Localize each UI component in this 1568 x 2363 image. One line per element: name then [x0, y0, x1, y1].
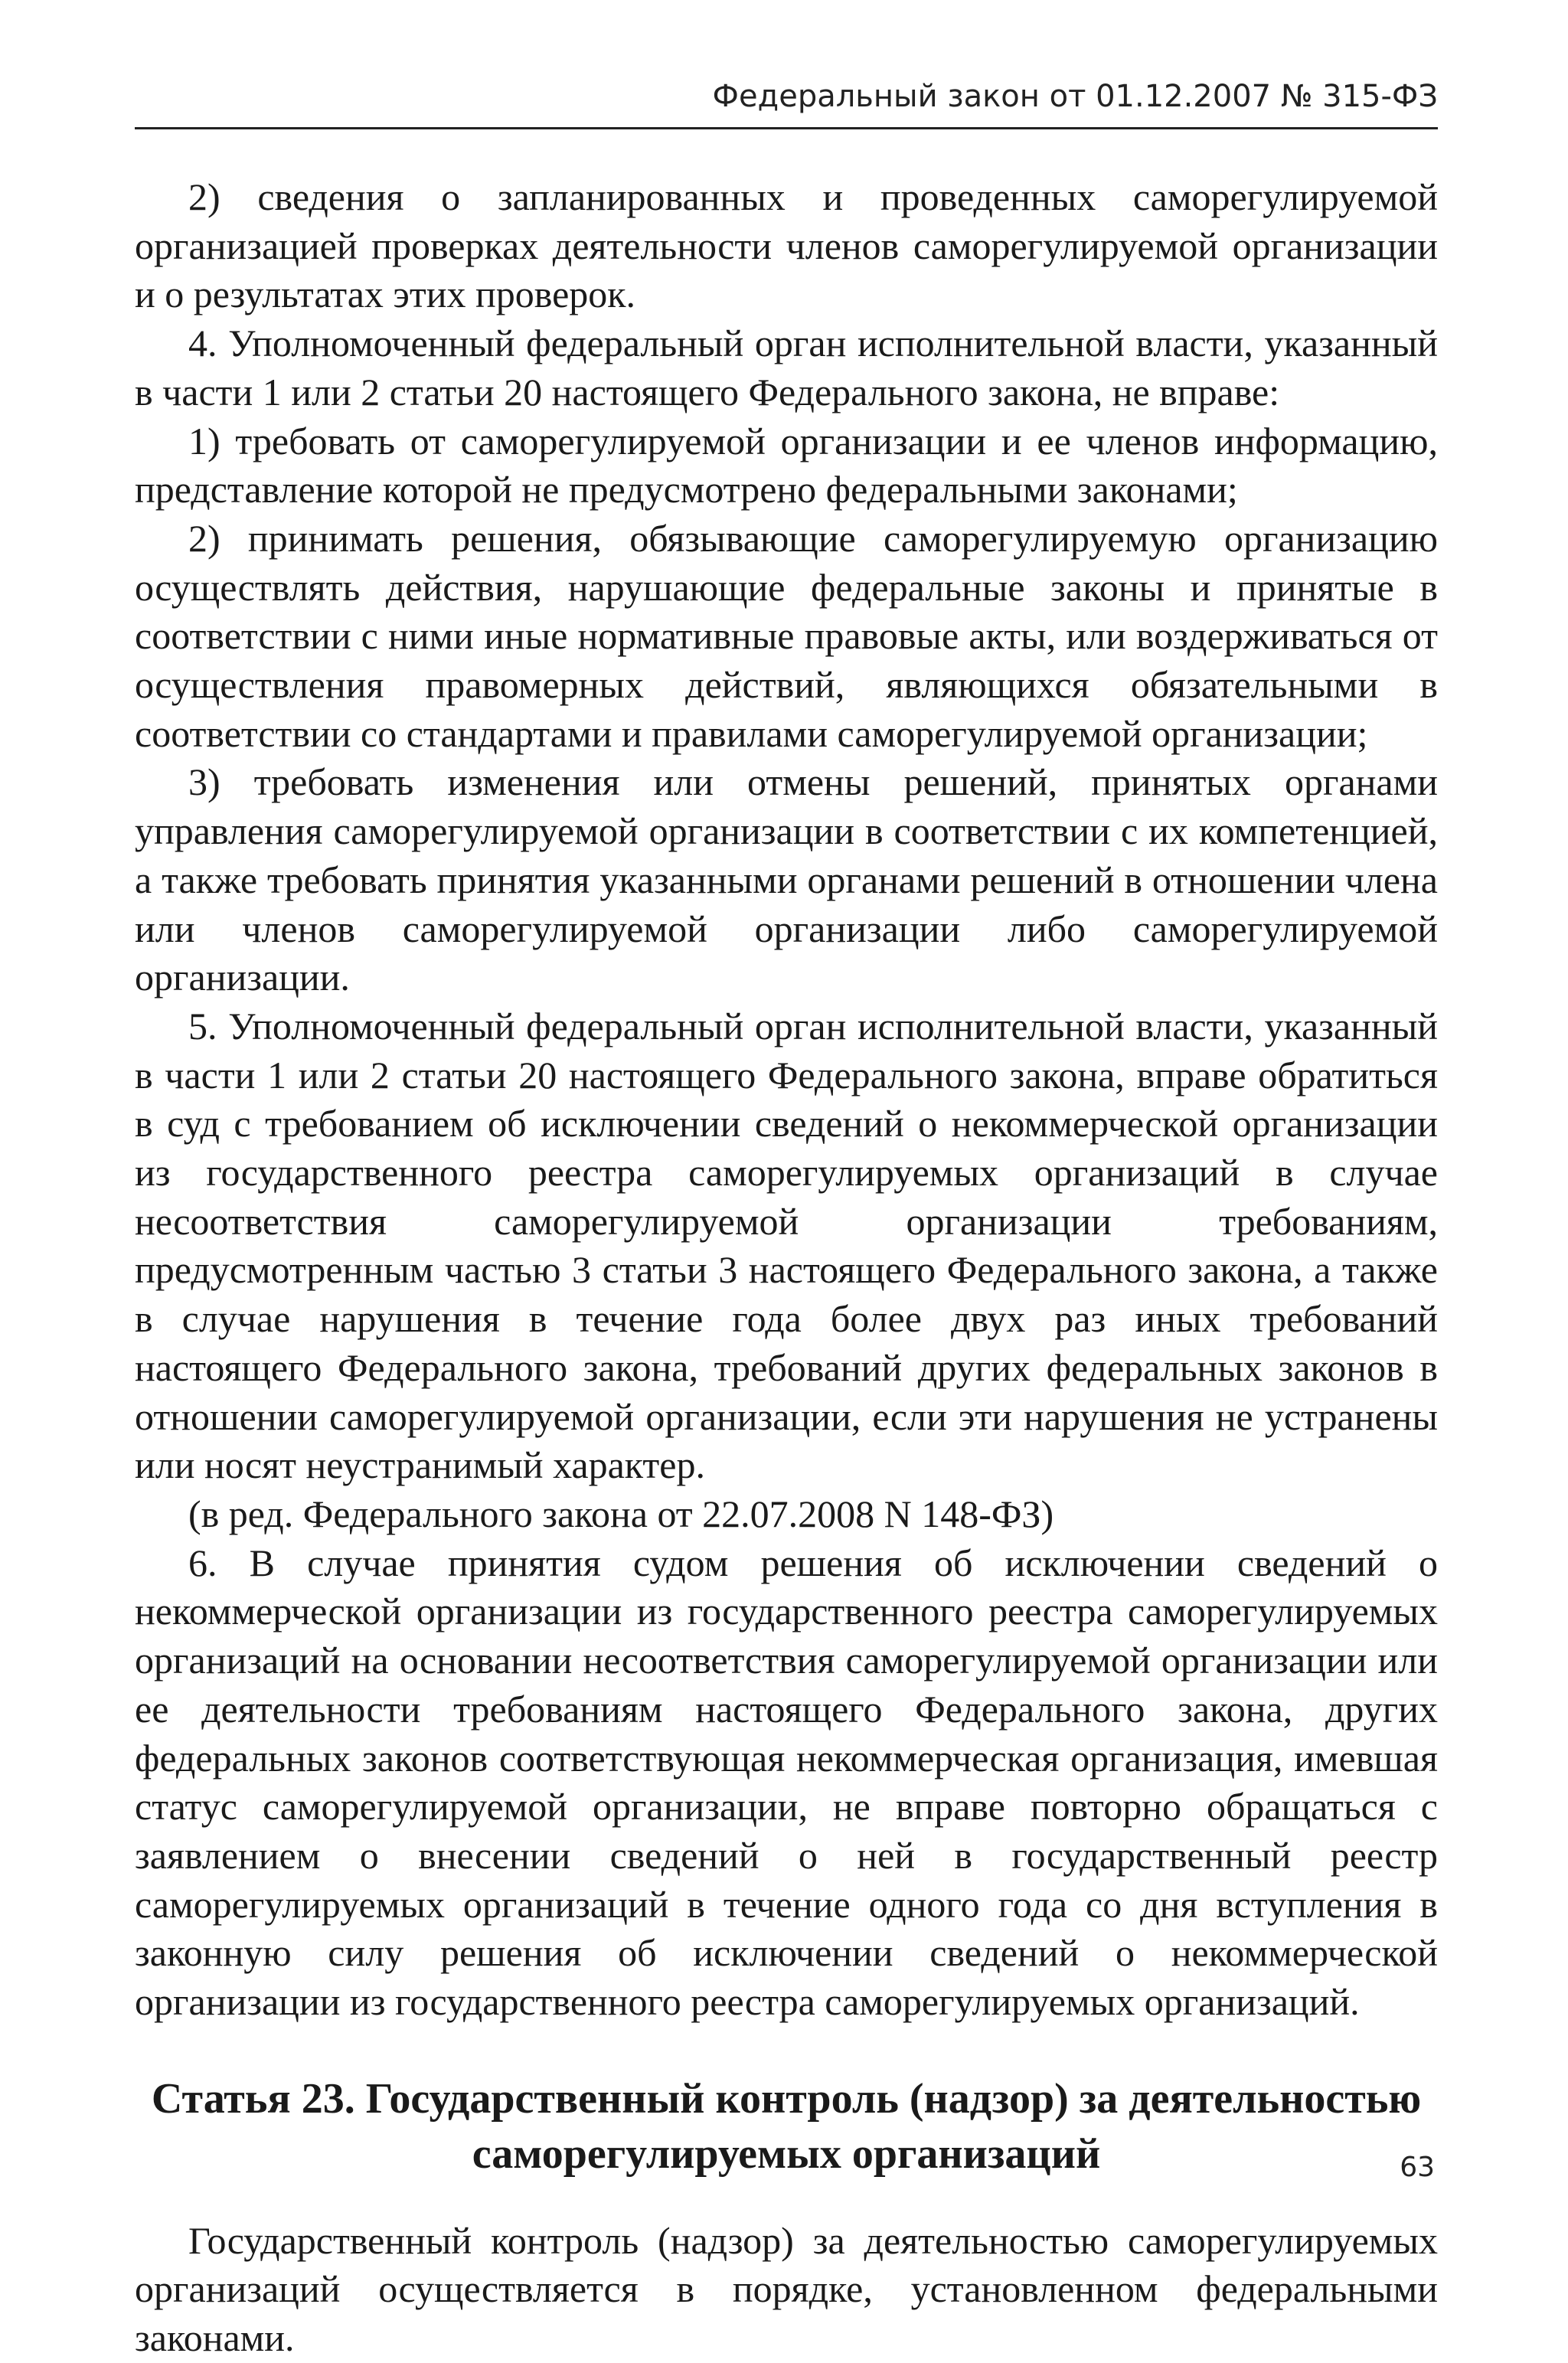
- paragraph-4-item-2: 2) принимать решения, обязывающие саморегулируемую организацию осуществлять действия, нарушающие федеральные законы и принятые в соответствии с ними иные нормативные правовые акты, или воздерживаться от осуществления правомерных действий, являющихся обязательными в соответствии со стандартами и правилами саморегулируемой организации;: [135, 516, 1438, 755]
- running-header: [135, 74, 1438, 129]
- article-23-heading-line-1: Статья 23. Государственный контроль (надзор) за деятельностью: [151, 2074, 1422, 2123]
- page-body: [135, 173, 1438, 2363]
- paragraph-2-info: 2) сведения о запланированных и проведенных саморегулируемой организацией проверках деятельности членов саморегулируемой организации и о результатах этих проверок.: [135, 175, 1438, 316]
- article-23-heading-line-2: саморегулируемых организаций: [472, 2129, 1101, 2178]
- paragraph-4-item-1: 1) требовать от саморегулируемой организации и ее членов информацию, представление которой не предусмотрено федеральными законами;: [135, 419, 1438, 511]
- document-title: Федеральный закон от 01.12.2007 № 315-ФЗ: [712, 79, 1438, 114]
- paragraph-4: 4. Уполномоченный федеральный орган исполнительной власти, указанный в части 1 или 2 статьи 20 настоящего Федерального закона, не вправе:: [135, 322, 1438, 413]
- article-23-heading: [135, 2071, 1438, 2182]
- article-23-paragraph: Государственный контроль (надзор) за деятельностью саморегулируемых организаций осуществляется в порядке, установленном федеральными законами.: [135, 2218, 1438, 2360]
- paragraph-5: 5. Уполномоченный федеральный орган исполнительной власти, указанный в части 1 или 2 статьи 20 настоящего Федерального закона, вправе обратиться в суд с требованием об исключении сведений о некоммерческой организации из государственного реестра саморегулируемых организаций в случае несоответствия саморегулируемой организации требованиям, предусмотренным частью 3 статьи 3 настоящего Федерального закона, а также в случае нарушения в течение года более двух раз иных требований настоящего Федерального закона, требований других федеральных законов в отношении саморегулируемой организации, если эти нарушения не устранены или носят неустранимый характер.: [135, 1004, 1438, 1487]
- paragraph-4-item-3: 3) требовать изменения или отмены решений, принятых органами управления саморегулируемой организации в соответствии с их компетенцией, а также требовать принятия указанными органами решений в отношении члена или членов саморегулируемой организации либо саморегулируемой организации.: [135, 760, 1438, 999]
- page-number: 63: [1400, 2152, 1435, 2183]
- amendment-note: (в ред. Федерального закона от 22.07.2008 N 148-ФЗ): [188, 1492, 1054, 1535]
- paragraph-6: 6. В случае принятия судом решения об исключении сведений о некоммерческой организации из государственного реестра саморегулируемых организаций на основании несоответствия саморегулируемой организации или ее деятельности требованиям настоящего Федерального закона, других федеральных законов соответствующая некоммерческая организация, имевшая статус саморегулируемой организации, не вправе повторно обращаться с заявлением о внесении сведений о ней в государственный реестр саморегулируемых организаций в течение одного года со дня вступления в законную силу решения об исключении сведений о некоммерческой организации из государственного реестра саморегулируемых организаций.: [135, 1541, 1438, 2024]
